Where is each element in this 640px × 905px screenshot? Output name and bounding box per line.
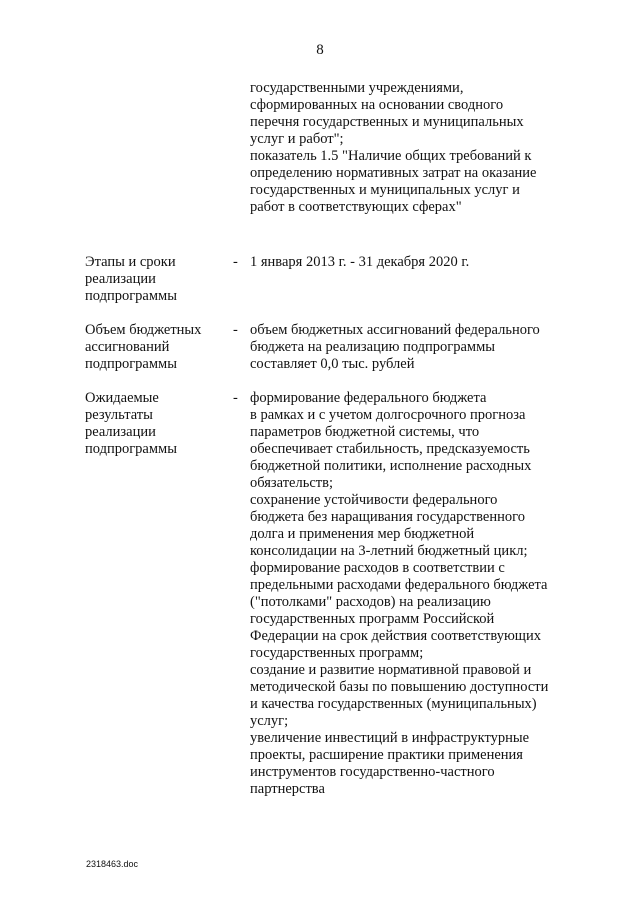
section-content-line: бюджетной политики, исполнение расходных — [250, 458, 532, 474]
section-content-line: сохранение устойчивости федерального — [250, 492, 498, 508]
page-number: 8 — [316, 42, 324, 58]
section-content-line: 1 января 2013 г. - 31 декабря 2020 г. — [250, 254, 470, 270]
continuation-line: сформированных на основании сводного — [250, 97, 504, 113]
continuation-line: показатель 1.5 "Наличие общих требований к — [250, 148, 532, 164]
section-label-line: подпрограммы — [85, 356, 177, 372]
section-content-line: бюджета на реализацию подпрограммы — [250, 339, 496, 355]
section-content-line: ("потолками" расходов) на реализацию — [250, 594, 491, 610]
section-dash: - — [233, 322, 238, 338]
footer-filename: 2318463.doc — [86, 859, 139, 869]
section-content-line: увеличение инвестиций в инфраструктурные — [250, 730, 530, 746]
section-label-line: подпрограммы — [85, 288, 177, 304]
section-content-line: параметров бюджетной системы, что — [250, 424, 480, 440]
section-content-line: партнерства — [250, 781, 325, 797]
section-content-line: формирование федерального бюджета — [250, 390, 487, 406]
section-content-line: обеспечивает стабильность, предсказуемость — [250, 441, 530, 457]
continuation-line: государственных и муниципальных услуг и — [250, 182, 520, 198]
section-label-line: реализации — [85, 424, 156, 440]
section-content-line: долга и применения мер бюджетной — [250, 526, 475, 542]
section-content-line: объем бюджетных ассигнований федерального — [250, 322, 540, 338]
section-content-line: услуг; — [250, 713, 289, 729]
continuation-line: услуг и работ"; — [250, 131, 344, 147]
section-label-line: Этапы и сроки — [85, 254, 176, 270]
section-content-line: методической базы по повышению доступности — [250, 679, 549, 695]
continuation-line: государственными учреждениями, — [250, 80, 464, 96]
continuation-line: определению нормативных затрат на оказание — [250, 165, 537, 181]
section-label-line: ассигнований — [85, 339, 170, 355]
section-content-line: обязательств; — [250, 475, 333, 491]
section-label-line: подпрограммы — [85, 441, 177, 457]
section-content-line: консолидации на 3-летний бюджетный цикл; — [250, 543, 528, 559]
section-content-line: создание и развитие нормативной правовой и — [250, 662, 532, 678]
section-label-line: результаты — [85, 407, 153, 423]
section-content-line: государственных программ Российской — [250, 611, 495, 627]
section-label-line: реализации — [85, 271, 156, 287]
section-dash: - — [233, 254, 238, 270]
continuation-line: перечня государственных и муниципальных — [250, 114, 524, 130]
section-content-line: инструментов государственно-частного — [250, 764, 495, 780]
section-content-line: составляет 0,0 тыс. рублей — [250, 356, 415, 372]
section-content-line: и качества государственных (муниципальных) — [250, 696, 537, 712]
continuation-line: работ в соответствующих сферах" — [250, 199, 462, 215]
section-content-line: предельными расходами федерального бюджета — [250, 577, 548, 593]
section-label-line: Ожидаемые — [85, 390, 159, 406]
section-content-line: Федерации на срок действия соответствующих — [250, 628, 541, 644]
section-content-line: формирование расходов в соответствии с — [250, 560, 505, 576]
section-content-line: государственных программ; — [250, 645, 424, 661]
section-dash: - — [233, 390, 238, 406]
section-content-line: в рамках и с учетом долгосрочного прогноза — [250, 407, 526, 423]
section-content-line: проекты, расширение практики применения — [250, 747, 523, 763]
section-label-line: Объем бюджетных — [85, 322, 202, 338]
section-content-line: бюджета без наращивания государственного — [250, 509, 525, 525]
